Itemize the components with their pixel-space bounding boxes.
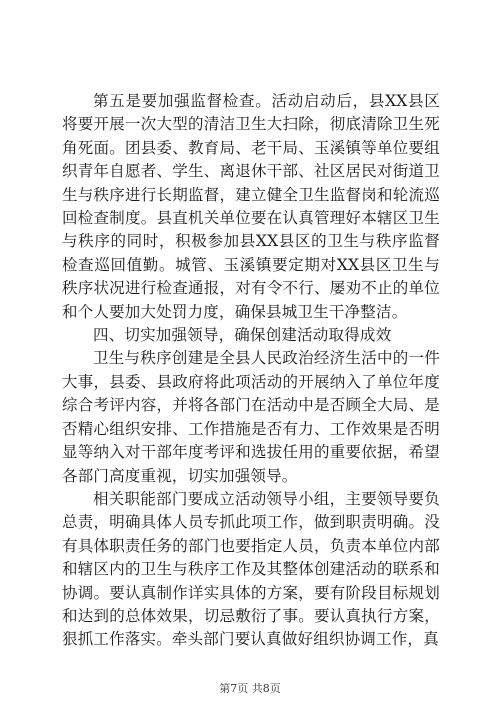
- paragraph-departments: 相关职能部门要成立活动领导小组，主要领导要负总责，明确具体人员专抓此项工作，做到职责明确。没有具体职责任务的部门也要指定人员，负责本单位内部和辖区内的卫生与秩序工作及其整体创建活动的联系和协调。要认真制作详实具体的方案，要有阶段目标规划和达到的总体效果，切忌敷衍了事。要认真执行方案，狠抓工作落实。牵头部门要认真做好组织协调工作，真: [62, 489, 440, 649]
- paragraph-importance: 卫生与秩序创建是全县人民政治经济生活中的一件大事，县委、县政府将此项活动的开展纳入了单位年度综合考评内容，并将各部门在活动中是否顾全大局、是否精心组织安排、工作措施是否有力、工作效果是否明显等纳入对干部年度考评和选拔任用的重要依据，希望各部门高度重视，切实加强领导。: [62, 349, 440, 485]
- paragraph-supervision: 第五是要加强监督检查。活动启动后，县XX县区将要开展一次大型的清洁卫生大扫除，彻底清除卫生死角死面。团县委、教育局、老干局、玉溪镇等单位要组织青年自愿者、学生、离退休干部、社区居民对街道卫生与秩序进行长期监督，建立健全卫生监督岗和轮流巡回检查制度。县直机关单位要在认真管理好本辖区卫生与秩序的同时，积极参加县XX县区的卫生与秩序监督检查巡回值勤。城管、玉溪镇要定期对XX县区卫生与秩序状况进行检查通报，对有令不行、屡劝不止的单位和个人要加大处罚力度，确保县城卫生干净整洁。: [62, 92, 440, 321]
- page-number-footer: 第7页 共8页: [219, 682, 281, 695]
- document-body: [62, 90, 440, 652]
- section-heading-leadership: 四、切实加强领导，确保创建活动取得成效: [93, 326, 392, 345]
